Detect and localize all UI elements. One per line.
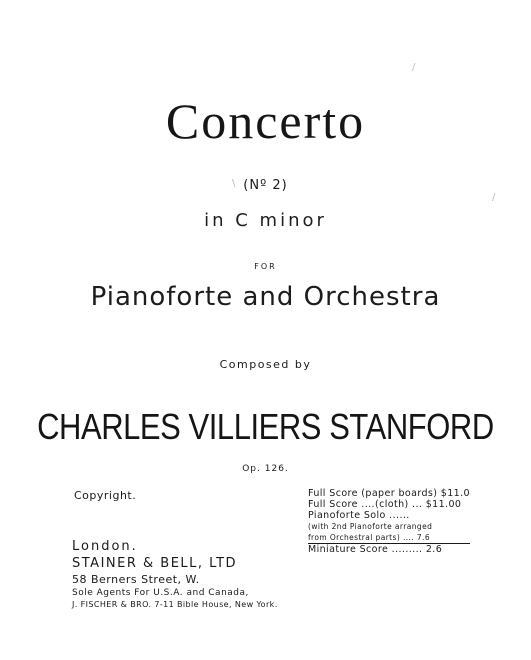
paper-speck: / <box>492 192 496 203</box>
price-item: Full Score (paper boards) $11.0 <box>308 488 470 499</box>
for-label: FOR <box>254 262 277 271</box>
sole-agents: Sole Agents For U.S.A. and Canada, <box>72 588 249 598</box>
price-item: Pianoforte Solo ...... <box>308 510 410 521</box>
title: Concerto <box>165 93 366 149</box>
price-list <box>308 488 470 555</box>
price-item: from Orchestral parts) .... 7.6 <box>308 532 470 544</box>
concerto-number: (Nº 2) <box>243 178 288 193</box>
agent-address: J. FISCHER & BRO. 7-11 Bible House, New York. <box>72 600 278 609</box>
composer-name: CHARLES VILLIERS STANFORD <box>37 406 494 447</box>
paper-speck: / <box>412 62 416 73</box>
instrumentation: Pianoforte and Orchestra <box>90 282 441 312</box>
publisher-firm: STAINER & BELL, LTD <box>72 556 238 571</box>
publisher-block <box>72 538 278 611</box>
copyright-notice: Copyright. <box>74 489 137 502</box>
price-item: Miniature Score ......... 2.6 <box>308 544 443 555</box>
publisher-street: 58 Berners Street, W. <box>72 573 200 586</box>
key-signature: in C minor <box>204 210 327 231</box>
opus-number: Op. 126. <box>242 464 289 474</box>
price-item: (with 2nd Pianoforte arranged <box>308 522 433 531</box>
composed-by: Composed by <box>219 358 312 371</box>
paper-speck: \ <box>232 178 236 189</box>
price-item: Full Score ....(cloth) ... $11.00 <box>308 499 462 510</box>
publisher-city: London. <box>72 539 138 554</box>
